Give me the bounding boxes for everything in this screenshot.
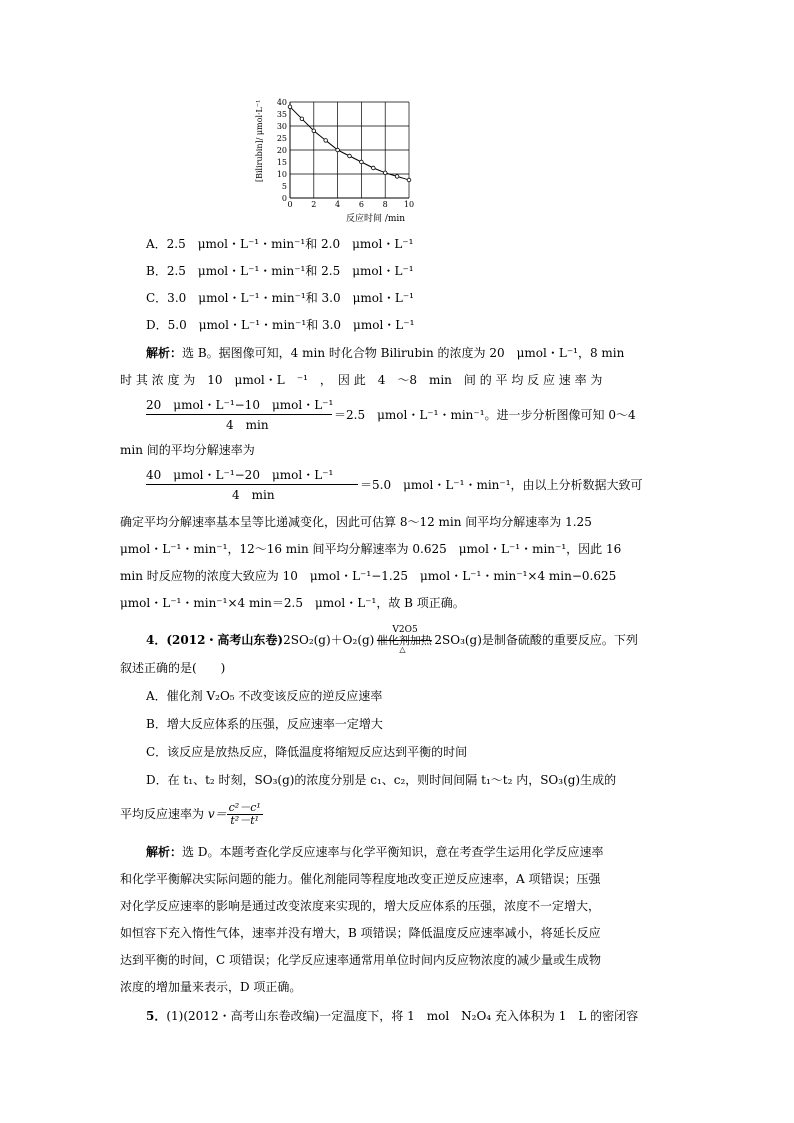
q4-stem-line2: 叙述正确的是( ) <box>120 661 226 675</box>
q5-text: (1)(2012・高考山东卷改编)一定温度下，将 1 mol N₂O₄ 充入体积为 1 L 的密闭容 <box>166 1009 639 1023</box>
q4-number: 4． <box>146 633 167 647</box>
analysis4-text1: 选 D。本题考查化学反应速率与化学平衡知识，意在考查学生运用化学反应速率 <box>182 845 604 859</box>
analysis4-line5: 达到平衡的时间，C 项错误；化学反应速率通常用单位时间内反应物浓度的减少量或生成物 <box>120 953 601 967</box>
analysis3-line5: μmol・L⁻¹・min⁻¹，12～16 min 间平均分解速率为 0.625 μmol・L⁻¹・min⁻¹，因此 16 <box>120 542 622 556</box>
chart-ylabel: [Bilirubin]/ μmol·L⁻¹ <box>255 99 264 182</box>
heat-triangle-icon: △ <box>399 645 406 654</box>
analysis-label: 解析： <box>146 346 183 360</box>
fraction-2-numerator: 40 μmol・L⁻¹−20 μmol・L⁻¹ <box>146 468 334 482</box>
x-tick-label: 10 <box>403 200 415 209</box>
data-point <box>336 148 340 152</box>
fraction-1-denominator: 4 min <box>226 418 269 432</box>
q4-condition <box>374 625 434 654</box>
q4-catalyst: V2O5 <box>392 625 418 635</box>
fraction-2-bar <box>146 484 358 485</box>
y-tick-label: 0 <box>281 194 287 203</box>
data-point <box>372 166 376 170</box>
q4-option-d-text: 平均反应速率为 <box>120 807 205 821</box>
x-tick-label: 8 <box>382 200 388 209</box>
x-tick-label: 4 <box>335 200 341 209</box>
q4-source: (2012・高考山东卷) <box>166 633 284 647</box>
analysis4-line6: 浓度的增加量来表示，D 项正确。 <box>120 980 302 994</box>
y-tick-label: 20 <box>276 146 287 155</box>
analysis3-line4: 确定平均分解速率基本呈等比递减变化，因此可估算 8～12 min 间平均分解速率为 1.25 <box>120 515 592 529</box>
option-a: A．2.5 μmol・L⁻¹・min⁻¹和 2.0 μmol・L⁻¹ <box>146 237 414 251</box>
data-point <box>300 117 304 121</box>
q4-option-b: B．增大反应体系的压强，反应速率一定增大 <box>146 717 383 731</box>
option-b: B．2.5 μmol・L⁻¹・min⁻¹和 2.5 μmol・L⁻¹ <box>146 264 414 278</box>
x-tick-label: 0 <box>287 200 293 209</box>
q5-stem <box>146 1008 638 1024</box>
fraction-1 <box>146 395 686 435</box>
y-tick-label: 15 <box>276 158 287 167</box>
q4-eq-b: 2SO₃(g)是制备硫酸的重要反应。下列 <box>434 633 638 647</box>
data-point <box>324 139 328 143</box>
x-tick-label: 2 <box>311 200 317 209</box>
q4-eq-a: 2SO₂(g)＋O₂(g) <box>283 633 375 647</box>
data-point <box>395 175 399 179</box>
q4-rate-fraction <box>227 802 263 827</box>
chart-xlabel: 反应时间 /min <box>346 214 406 224</box>
bilirubin-chart <box>252 94 422 224</box>
analysis4-line3: 对化学反应速率的影响是通过改变浓度来实现的，增大反应体系的压强，浓度不一定增大， <box>120 899 601 913</box>
data-point <box>312 129 316 133</box>
analysis4-line1 <box>146 844 603 860</box>
q4-option-d-line2 <box>120 800 263 828</box>
analysis3-line7: μmol・L⁻¹・min⁻¹×4 min＝2.5 μmol・L⁻¹，故 B 项正确。 <box>120 596 465 610</box>
q5-number: 5． <box>146 1009 167 1023</box>
fraction-2 <box>146 465 686 505</box>
analysis3-line3: min 间的平均分解速率为 <box>120 443 255 457</box>
analysis3-line1 <box>146 345 624 361</box>
fraction-1-numerator: 20 μmol・L⁻¹−10 μmol・L⁻¹ <box>146 398 334 412</box>
q4-rate-numerator: c²－c¹ <box>228 801 261 814</box>
data-point <box>348 154 352 158</box>
data-point <box>407 178 411 182</box>
q4-option-c: C．该反应是放热反应，降低温度将缩短反应达到平衡的时间 <box>146 745 468 759</box>
y-tick-label: 40 <box>276 98 287 107</box>
fraction-1-tail: ＝2.5 μmol・L⁻¹・min⁻¹。进一步分析图像可知 0～4 <box>334 408 636 422</box>
data-point <box>360 160 364 164</box>
analysis3-text1: 选 B。据图像可知，4 min 时化合物 Bilirubin 的浓度为 20 μmol・L⁻¹，8 min <box>182 346 625 360</box>
q4-rate-symbol: v＝ <box>207 807 227 821</box>
q4-rate-denominator: t²－t¹ <box>230 814 260 827</box>
analysis4-label: 解析： <box>146 845 183 859</box>
y-tick-label: 5 <box>281 182 287 191</box>
x-tick-label: 6 <box>358 200 364 209</box>
y-tick-label: 10 <box>276 170 287 179</box>
analysis3-line2: 时 其 浓 度 为 10 μmol・L ⁻¹ ， 因 此 4 ～8 min 间 的 平 均 反 应 速 率 为 <box>120 373 603 387</box>
q4-condition-text: 催化剂加热 <box>376 634 432 647</box>
data-point <box>383 171 387 175</box>
fraction-2-tail: ＝5.0 μmol・L⁻¹・min⁻¹，由以上分析数据大致可 <box>360 478 643 492</box>
q4-option-d-line1: D．在 t₁、t₂ 时刻，SO₃(g)的浓度分别是 c₁、c₂，则时间间隔 t₁～t₂ 内，SO₃(g)生成的 <box>146 773 617 787</box>
y-tick-label: 30 <box>276 122 287 131</box>
option-c: C．3.0 μmol・L⁻¹・min⁻¹和 3.0 μmol・L⁻¹ <box>146 291 414 305</box>
q4-option-a: A．催化剂 V₂O₅ 不改变该反应的逆反应速率 <box>146 689 383 703</box>
data-point <box>288 105 292 109</box>
option-d: D．5.0 μmol・L⁻¹・min⁻¹和 3.0 μmol・L⁻¹ <box>146 318 415 332</box>
fraction-1-bar <box>146 414 332 415</box>
series-line <box>290 107 409 180</box>
analysis3-line6: min 时反应物的浓度大致应为 10 μmol・L⁻¹−1.25 μmol・L⁻¹・min⁻¹×4 min−0.625 <box>120 569 617 583</box>
y-tick-label: 35 <box>276 110 287 119</box>
y-tick-label: 25 <box>276 134 287 143</box>
analysis4-line2: 和化学平衡解决实际问题的能力。催化剂能同等程度地改变正逆反应速率，A 项错误；压强 <box>120 872 601 886</box>
analysis4-line4: 如恒容下充入惰性气体，速率并没有增大，B 项错误；降低温度反应速率减小，将延长反应 <box>120 926 601 940</box>
q4-stem-line1 <box>146 625 638 654</box>
fraction-2-denominator: 4 min <box>232 488 275 502</box>
